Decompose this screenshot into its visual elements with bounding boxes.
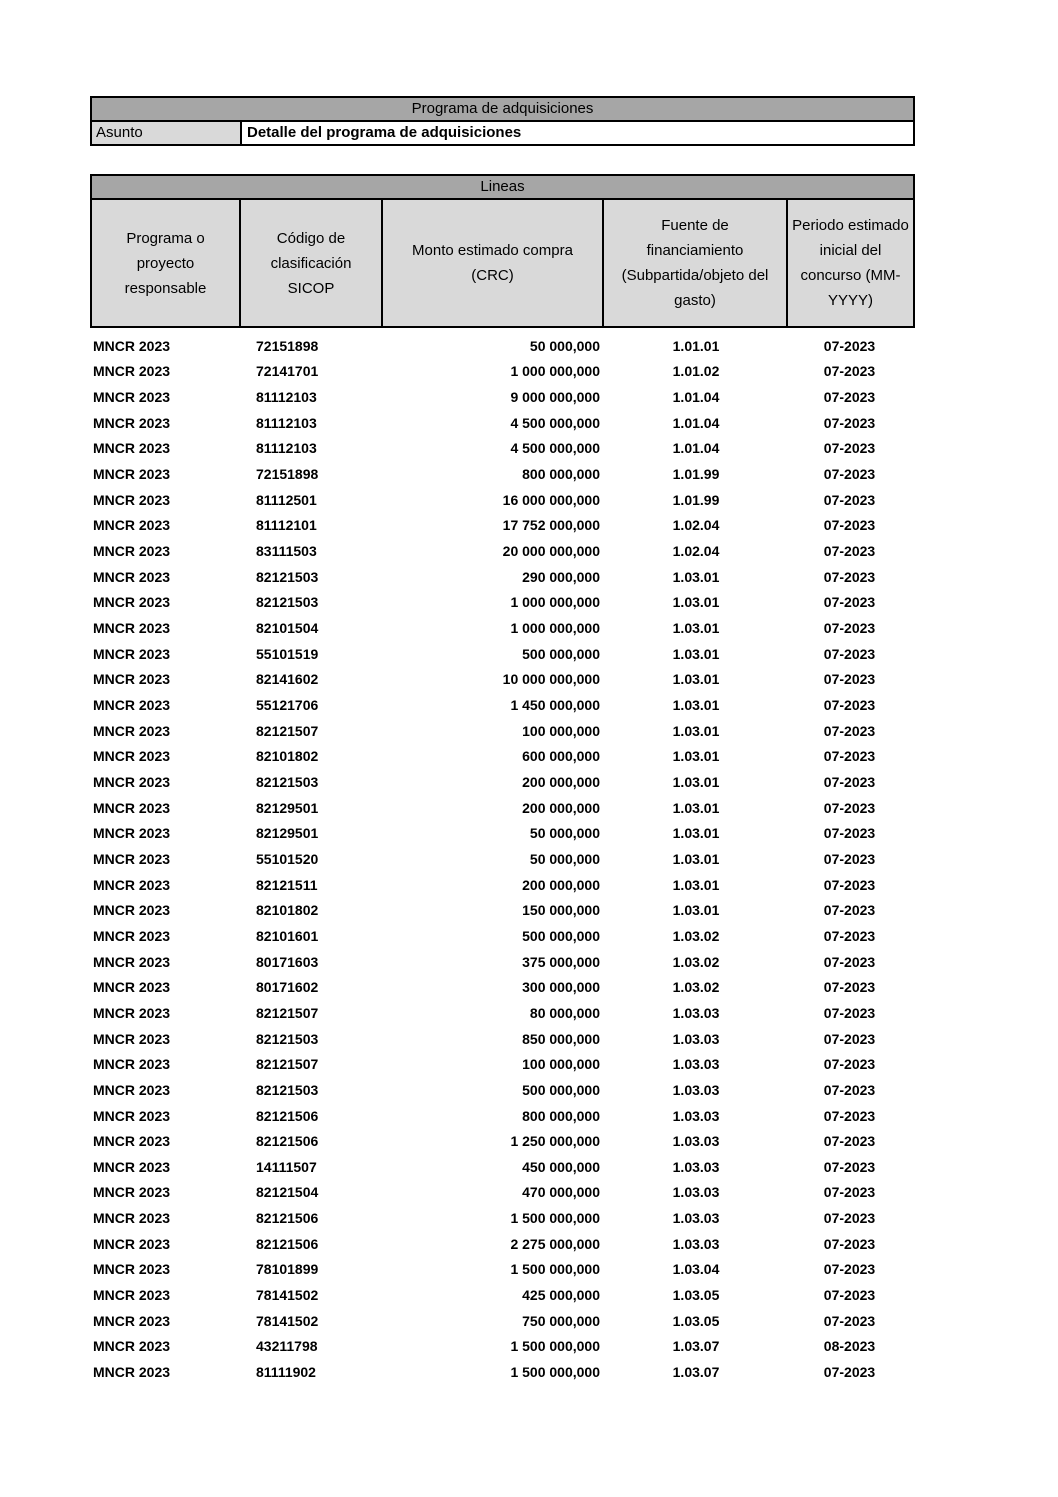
- period-cell: 07-2023: [823, 1107, 876, 1124]
- funding-source-cell: 1.02.04: [672, 517, 720, 534]
- amount-cell: 1 500 000,000: [510, 1364, 600, 1381]
- table-header-row: [92, 200, 913, 326]
- sicop-code-cell: 81111902: [256, 1364, 316, 1381]
- sicop-code-cell: 81112101: [256, 517, 317, 534]
- funding-source-cell: 1.03.03: [672, 1004, 720, 1021]
- period-cell: 07-2023: [823, 414, 876, 431]
- period-cell: 07-2023: [823, 491, 876, 508]
- funding-source-cell: 1.03.02: [672, 953, 720, 970]
- table-row: [90, 513, 911, 539]
- column-header-program: Programa o proyecto responsable: [92, 200, 241, 326]
- table-row: [90, 1308, 911, 1334]
- amount-cell: 50 000,000: [529, 825, 600, 842]
- column-header-estimated-amount: Monto estimado compra (CRC): [383, 200, 604, 326]
- table-row: [90, 897, 911, 923]
- table-row: [90, 795, 911, 821]
- program-cell: MNCR 2023: [93, 1364, 171, 1381]
- period-cell: 07-2023: [823, 902, 876, 919]
- period-cell: 07-2023: [823, 1261, 876, 1278]
- sicop-code-cell: 72151898: [256, 337, 319, 354]
- amount-cell: 1 500 000,000: [510, 1210, 600, 1227]
- table-row: [90, 538, 911, 564]
- table-row: [90, 1000, 911, 1026]
- period-cell: 07-2023: [823, 1030, 876, 1047]
- period-cell: 07-2023: [823, 1081, 876, 1098]
- period-cell: 07-2023: [823, 543, 876, 560]
- table-row: [90, 641, 911, 667]
- amount-cell: 1 500 000,000: [510, 1338, 600, 1355]
- period-cell: 07-2023: [823, 927, 876, 944]
- sicop-code-cell: 82121507: [256, 1004, 319, 1021]
- amount-cell: 1 000 000,000: [510, 620, 600, 637]
- column-header-initial-period: Periodo estimado inicial del concurso (MM-YYYY): [788, 200, 913, 326]
- program-cell: MNCR 2023: [93, 1030, 171, 1047]
- funding-source-cell: 1.03.03: [672, 1056, 720, 1073]
- program-cell: MNCR 2023: [93, 568, 171, 585]
- sicop-code-cell: 55101519: [256, 645, 319, 662]
- period-cell: 07-2023: [823, 748, 876, 765]
- program-cell: MNCR 2023: [93, 414, 171, 431]
- amount-cell: 17 752 000,000: [502, 517, 600, 534]
- funding-source-cell: 1.03.01: [672, 645, 720, 662]
- program-cell: MNCR 2023: [93, 389, 171, 406]
- funding-source-cell: 1.03.03: [672, 1133, 720, 1150]
- sicop-code-cell: 81112103: [256, 440, 317, 457]
- table-row: [90, 487, 911, 513]
- funding-source-cell: 1.03.01: [672, 773, 720, 790]
- funding-source-cell: 1.03.01: [672, 825, 720, 842]
- program-cell: MNCR 2023: [93, 1081, 171, 1098]
- funding-source-cell: 1.03.01: [672, 722, 720, 739]
- period-cell: 07-2023: [823, 1235, 876, 1252]
- funding-source-cell: 1.03.01: [672, 568, 720, 585]
- table-row: [90, 1359, 911, 1385]
- table-row: [90, 872, 911, 898]
- subject-row: [92, 122, 913, 144]
- amount-cell: 290 000,000: [522, 568, 600, 585]
- table-row: [90, 1334, 911, 1360]
- table-row: [90, 1077, 911, 1103]
- amount-cell: 1 000 000,000: [510, 594, 600, 611]
- funding-source-cell: 1.03.01: [672, 594, 720, 611]
- amount-cell: 500 000,000: [522, 1081, 600, 1098]
- funding-source-cell: 1.03.05: [672, 1287, 720, 1304]
- amount-cell: 16 000 000,000: [502, 491, 600, 508]
- amount-cell: 600 000,000: [522, 748, 600, 765]
- period-cell: 07-2023: [823, 979, 876, 996]
- program-cell: MNCR 2023: [93, 1184, 171, 1201]
- amount-cell: 800 000,000: [522, 1107, 600, 1124]
- sicop-code-cell: 82121507: [256, 1056, 319, 1073]
- period-cell: 07-2023: [823, 1210, 876, 1227]
- amount-cell: 500 000,000: [522, 927, 600, 944]
- amount-cell: 500 000,000: [522, 645, 600, 662]
- table-row: [90, 410, 911, 436]
- amount-cell: 100 000,000: [522, 1056, 600, 1073]
- table-row: [90, 744, 911, 770]
- amount-cell: 200 000,000: [522, 773, 600, 790]
- program-cell: MNCR 2023: [93, 671, 171, 688]
- table-body: [90, 333, 911, 1385]
- amount-cell: 1 450 000,000: [510, 697, 600, 714]
- sicop-code-cell: 82121506: [256, 1133, 319, 1150]
- period-cell: 07-2023: [823, 671, 876, 688]
- period-cell: 07-2023: [823, 363, 876, 380]
- table-row: [90, 718, 911, 744]
- amount-cell: 9 000 000,000: [510, 389, 600, 406]
- sicop-code-cell: 43211798: [256, 1338, 318, 1355]
- funding-source-cell: 1.03.01: [672, 697, 720, 714]
- funding-source-cell: 1.01.04: [672, 414, 720, 431]
- sicop-code-cell: 82121507: [256, 722, 319, 739]
- program-cell: MNCR 2023: [93, 620, 171, 637]
- sicop-code-cell: 82121503: [256, 568, 319, 585]
- amount-cell: 50 000,000: [529, 337, 600, 354]
- table-row: [90, 1103, 911, 1129]
- sicop-code-cell: 82121503: [256, 1030, 319, 1047]
- funding-source-cell: 1.03.03: [672, 1210, 720, 1227]
- table-row: [90, 974, 911, 1000]
- sicop-code-cell: 55101520: [256, 850, 319, 867]
- table-row: [90, 1051, 911, 1077]
- period-cell: 07-2023: [823, 876, 876, 893]
- funding-source-cell: 1.03.05: [672, 1312, 720, 1329]
- amount-cell: 425 000,000: [522, 1287, 600, 1304]
- funding-source-cell: 1.02.04: [672, 543, 720, 560]
- funding-source-cell: 1.03.01: [672, 748, 720, 765]
- program-cell: MNCR 2023: [93, 1210, 171, 1227]
- sicop-code-cell: 78141502: [256, 1312, 319, 1329]
- sicop-code-cell: 82121503: [256, 1081, 319, 1098]
- sicop-code-cell: 80171602: [256, 979, 319, 996]
- table-row: [90, 359, 911, 385]
- sicop-code-cell: 55121706: [256, 697, 319, 714]
- amount-cell: 2 275 000,000: [510, 1235, 600, 1252]
- program-cell: MNCR 2023: [93, 1158, 171, 1175]
- table-row: [90, 333, 911, 359]
- period-cell: 07-2023: [823, 953, 876, 970]
- period-cell: 07-2023: [823, 1133, 876, 1150]
- period-cell: 07-2023: [823, 568, 876, 585]
- program-cell: MNCR 2023: [93, 517, 171, 534]
- amount-cell: 1 250 000,000: [510, 1133, 600, 1150]
- table-row: [90, 1128, 911, 1154]
- period-cell: 07-2023: [823, 1364, 876, 1381]
- period-cell: 07-2023: [823, 1287, 876, 1304]
- program-cell: MNCR 2023: [93, 876, 171, 893]
- period-cell: 07-2023: [823, 697, 876, 714]
- sicop-code-cell: 82121506: [256, 1210, 319, 1227]
- funding-source-cell: 1.01.04: [672, 440, 720, 457]
- lines-table-header-block: [90, 174, 915, 328]
- funding-source-cell: 1.01.01: [672, 337, 720, 354]
- funding-source-cell: 1.03.01: [672, 902, 720, 919]
- sicop-code-cell: 78141502: [256, 1287, 319, 1304]
- amount-cell: 150 000,000: [522, 902, 600, 919]
- program-cell: MNCR 2023: [93, 825, 171, 842]
- period-cell: 07-2023: [823, 1004, 876, 1021]
- program-cell: MNCR 2023: [93, 645, 171, 662]
- funding-source-cell: 1.03.01: [672, 620, 720, 637]
- table-row: [90, 692, 911, 718]
- table-row: [90, 615, 911, 641]
- amount-cell: 1 500 000,000: [510, 1261, 600, 1278]
- program-cell: MNCR 2023: [93, 1338, 171, 1355]
- program-cell: MNCR 2023: [93, 1312, 171, 1329]
- amount-cell: 470 000,000: [522, 1184, 600, 1201]
- table-row: [90, 384, 911, 410]
- amount-cell: 750 000,000: [522, 1312, 600, 1329]
- funding-source-cell: 1.01.04: [672, 389, 720, 406]
- program-cell: MNCR 2023: [93, 1133, 171, 1150]
- sicop-code-cell: 80171603: [256, 953, 319, 970]
- sicop-code-cell: 82121503: [256, 773, 319, 790]
- funding-source-cell: 1.03.07: [672, 1338, 720, 1355]
- funding-source-cell: 1.01.02: [672, 363, 720, 380]
- sicop-code-cell: 82141602: [256, 671, 319, 688]
- program-cell: MNCR 2023: [93, 979, 171, 996]
- program-cell: MNCR 2023: [93, 697, 171, 714]
- sicop-code-cell: 82101802: [256, 902, 319, 919]
- table-row: [90, 846, 911, 872]
- amount-cell: 300 000,000: [522, 979, 600, 996]
- document-header-block: [90, 96, 915, 146]
- table-row: [90, 820, 911, 846]
- program-cell: MNCR 2023: [93, 594, 171, 611]
- sicop-code-cell: 78101899: [256, 1261, 319, 1278]
- sicop-code-cell: 82101802: [256, 748, 319, 765]
- amount-cell: 375 000,000: [522, 953, 600, 970]
- period-cell: 07-2023: [823, 773, 876, 790]
- table-row: [90, 923, 911, 949]
- amount-cell: 850 000,000: [522, 1030, 600, 1047]
- amount-cell: 800 000,000: [522, 466, 600, 483]
- subject-label: Asunto: [92, 122, 242, 144]
- table-row: [90, 1205, 911, 1231]
- program-cell: MNCR 2023: [93, 850, 171, 867]
- period-cell: 07-2023: [823, 517, 876, 534]
- period-cell: 07-2023: [823, 620, 876, 637]
- sicop-code-cell: 83111503: [256, 543, 317, 560]
- column-header-sicop-code: Código de clasificación SICOP: [241, 200, 383, 326]
- program-cell: MNCR 2023: [93, 543, 171, 560]
- document-title-bar: Programa de adquisiciones: [92, 98, 913, 122]
- sicop-code-cell: 72141701: [256, 363, 319, 380]
- program-cell: MNCR 2023: [93, 466, 171, 483]
- table-row: [90, 769, 911, 795]
- program-cell: MNCR 2023: [93, 1235, 171, 1252]
- funding-source-cell: 1.03.01: [672, 799, 720, 816]
- program-cell: MNCR 2023: [93, 773, 171, 790]
- amount-cell: 100 000,000: [522, 722, 600, 739]
- table-row: [90, 949, 911, 975]
- period-cell: 07-2023: [823, 850, 876, 867]
- sicop-code-cell: 82121506: [256, 1107, 319, 1124]
- period-cell: 07-2023: [823, 645, 876, 662]
- amount-cell: 200 000,000: [522, 876, 600, 893]
- sicop-code-cell: 82129501: [256, 825, 319, 842]
- funding-source-cell: 1.03.02: [672, 927, 720, 944]
- table-row: [90, 1231, 911, 1257]
- period-cell: 07-2023: [823, 466, 876, 483]
- period-cell: 07-2023: [823, 594, 876, 611]
- program-cell: MNCR 2023: [93, 953, 171, 970]
- amount-cell: 20 000 000,000: [502, 543, 600, 560]
- table-row: [90, 1180, 911, 1206]
- funding-source-cell: 1.03.01: [672, 876, 720, 893]
- table-row: [90, 461, 911, 487]
- program-cell: MNCR 2023: [93, 927, 171, 944]
- program-cell: MNCR 2023: [93, 491, 171, 508]
- program-cell: MNCR 2023: [93, 440, 171, 457]
- program-cell: MNCR 2023: [93, 722, 171, 739]
- program-cell: MNCR 2023: [93, 748, 171, 765]
- table-row: [90, 1154, 911, 1180]
- column-header-funding-source: Fuente de financiamiento (Subpartida/objeto del gasto): [604, 200, 788, 326]
- funding-source-cell: 1.01.99: [672, 466, 720, 483]
- program-cell: MNCR 2023: [93, 1056, 171, 1073]
- period-cell: 07-2023: [823, 1056, 876, 1073]
- sicop-code-cell: 81112501: [256, 491, 317, 508]
- period-cell: 08-2023: [823, 1338, 876, 1355]
- program-cell: MNCR 2023: [93, 363, 171, 380]
- funding-source-cell: 1.03.04: [672, 1261, 720, 1278]
- sicop-code-cell: 81112103: [256, 389, 317, 406]
- period-cell: 07-2023: [823, 440, 876, 457]
- funding-source-cell: 1.03.03: [672, 1081, 720, 1098]
- subject-value: Detalle del programa de adquisiciones: [247, 124, 522, 141]
- period-cell: 07-2023: [823, 799, 876, 816]
- amount-cell: 80 000,000: [529, 1004, 600, 1021]
- sicop-code-cell: 82121504: [256, 1184, 319, 1201]
- sicop-code-cell: 14111507: [256, 1158, 317, 1175]
- program-cell: MNCR 2023: [93, 1261, 171, 1278]
- period-cell: 07-2023: [823, 337, 876, 354]
- sicop-code-cell: 82121503: [256, 594, 319, 611]
- amount-cell: 450 000,000: [522, 1158, 600, 1175]
- table-row: [90, 590, 911, 616]
- program-cell: MNCR 2023: [93, 1004, 171, 1021]
- table-row: [90, 667, 911, 693]
- period-cell: 07-2023: [823, 389, 876, 406]
- sicop-code-cell: 82121511: [256, 876, 318, 893]
- program-cell: MNCR 2023: [93, 1107, 171, 1124]
- amount-cell: 200 000,000: [522, 799, 600, 816]
- table-row: [90, 1026, 911, 1052]
- funding-source-cell: 1.03.03: [672, 1184, 720, 1201]
- sicop-code-cell: 82129501: [256, 799, 319, 816]
- sicop-code-cell: 81112103: [256, 414, 317, 431]
- sicop-code-cell: 82101504: [256, 620, 319, 637]
- amount-cell: 4 500 000,000: [510, 440, 600, 457]
- program-cell: MNCR 2023: [93, 799, 171, 816]
- funding-source-cell: 1.03.03: [672, 1235, 720, 1252]
- period-cell: 07-2023: [823, 722, 876, 739]
- funding-source-cell: 1.03.01: [672, 850, 720, 867]
- amount-cell: 4 500 000,000: [510, 414, 600, 431]
- table-row: [90, 436, 911, 462]
- program-cell: MNCR 2023: [93, 1287, 171, 1304]
- lines-section-title: Lineas: [92, 176, 913, 200]
- program-cell: MNCR 2023: [93, 337, 171, 354]
- table-row: [90, 564, 911, 590]
- table-row: [90, 1282, 911, 1308]
- funding-source-cell: 1.03.02: [672, 979, 720, 996]
- period-cell: 07-2023: [823, 1158, 876, 1175]
- program-cell: MNCR 2023: [93, 902, 171, 919]
- funding-source-cell: 1.03.03: [672, 1107, 720, 1124]
- period-cell: 07-2023: [823, 825, 876, 842]
- funding-source-cell: 1.03.03: [672, 1158, 720, 1175]
- amount-cell: 1 000 000,000: [510, 363, 600, 380]
- table-row: [90, 1257, 911, 1283]
- amount-cell: 50 000,000: [529, 850, 600, 867]
- funding-source-cell: 1.03.07: [672, 1364, 720, 1381]
- sicop-code-cell: 72151898: [256, 466, 319, 483]
- period-cell: 07-2023: [823, 1312, 876, 1329]
- funding-source-cell: 1.03.03: [672, 1030, 720, 1047]
- funding-source-cell: 1.01.99: [672, 491, 720, 508]
- funding-source-cell: 1.03.01: [672, 671, 720, 688]
- sicop-code-cell: 82121506: [256, 1235, 319, 1252]
- sicop-code-cell: 82101601: [256, 927, 319, 944]
- period-cell: 07-2023: [823, 1184, 876, 1201]
- amount-cell: 10 000 000,000: [502, 671, 600, 688]
